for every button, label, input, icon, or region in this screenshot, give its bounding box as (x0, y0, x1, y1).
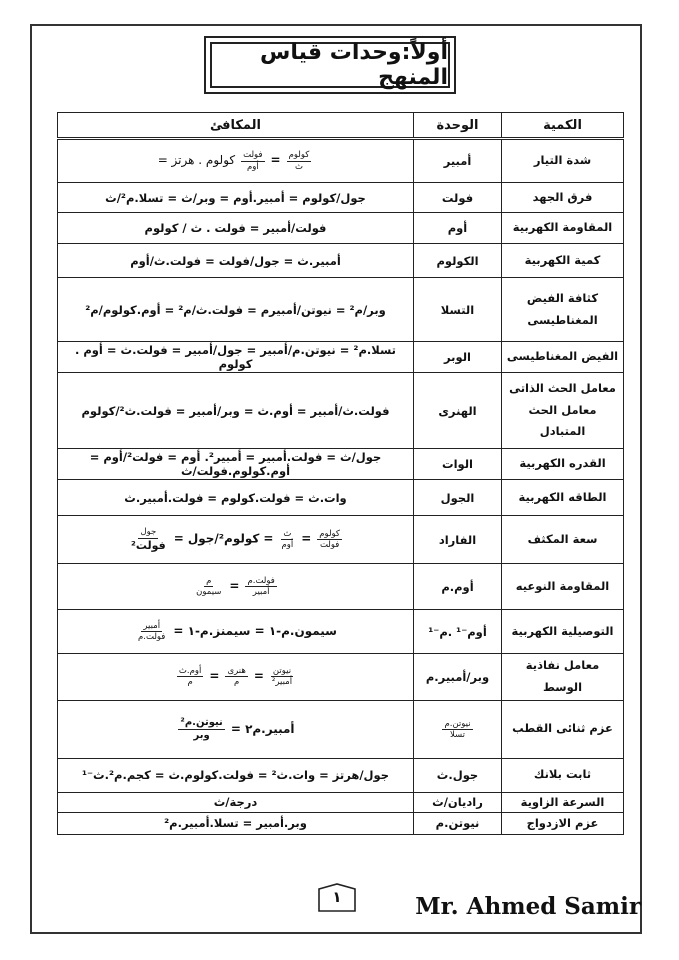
quantity-cell (502, 373, 624, 449)
equivalent-cell: فولت/أمبير = فولت . ث / كولوم (58, 213, 414, 244)
equivalent-cell: تسلا.م² = نيوتن.م/أمبير = جول/أمبير = فولت.ث = أوم . كولوم (58, 342, 414, 373)
fraction: $\frac{\text{أمبير}}{\text{فولت.م}}$ (138, 620, 166, 642)
quantity-cell: ثابت بلانك (502, 758, 624, 792)
equivalent-cell: $\frac{\text{كولوم}}{\text{فولت}}$ = $\frac{\text{ث}}{\text{أوم}}$ = كولوم²/جول = $\frac{\text{جول}}{\text{فولت²}}$ (58, 516, 414, 564)
quantity-line: معامل الحث المتبادل (528, 402, 597, 439)
fraction: $\frac{\text{ث}}{\text{أوم}}$ (281, 528, 294, 550)
unit-cell: أوم⁻¹ .م⁻¹ (414, 610, 502, 654)
equivalent-cell: درجة/ث (58, 792, 414, 812)
unit-cell: الكولوم (414, 244, 502, 278)
fraction: $\frac{\text{نيوتن.م}}{\text{تسلا}}$ (444, 718, 471, 740)
equivalent-cell: أمبير.م٢ = $\frac{\text{نيوتن.م²}}{\text{وبر}}$ (58, 700, 414, 758)
fraction: $\frac{\text{أوم.ث}}{\text{م}}$ (178, 666, 202, 688)
table-row (58, 792, 624, 812)
page-title: أولاً:وحدات قياس المنهج (210, 42, 450, 88)
equivalent-cell: سيمون.م-١ = سيمنز.م-١ = $\frac{\text{أمبير}}{\text{فولت.م}}$ (58, 610, 414, 654)
table-row (58, 342, 624, 373)
table-row (58, 183, 624, 213)
unit-cell: نيوتن.م (414, 812, 502, 834)
table-row (58, 278, 624, 342)
quantity-cell: الطاقه الكهربية (502, 480, 624, 516)
equivalent-cell: جول/ث = فولت.أمبير = أمبير². أوم = فولت²/أوم = أوم.كولوم.فولت/ث (58, 449, 414, 480)
table-row (58, 244, 624, 278)
fraction: $\frac{\text{جول}}{\text{فولت²}}$ (131, 527, 166, 552)
quantity-cell: سعة المكثف (502, 516, 624, 564)
table-row (58, 654, 624, 701)
title-box (204, 36, 456, 94)
table-row (58, 213, 624, 244)
unit-cell: الوات (414, 449, 502, 480)
quantity-cell: القدره الكهربية (502, 449, 624, 480)
fraction: $\frac{\text{كولوم}}{\text{فولت}}$ (319, 528, 340, 550)
quantity-cell: شدة التيار (502, 139, 624, 183)
equivalent-cell: وبر.أمبير = تسلا.أمبير.م² (58, 812, 414, 834)
unit-cell: التسلا (414, 278, 502, 342)
unit-cell: فولت (414, 183, 502, 213)
unit-cell: أمبير (414, 139, 502, 183)
table-row (58, 812, 624, 834)
quantity-cell: عزم ثنائى القطب (502, 700, 624, 758)
author-name: Mr. Ahmed Samir (415, 893, 641, 920)
unit-cell: أوم (414, 213, 502, 244)
equivalent-cell: وات.ث = فولت.كولوم = فولت.أمبير.ث (58, 480, 414, 516)
table-row (58, 564, 624, 610)
page-number: ١ (332, 888, 342, 906)
quantity-cell: معامل نفاذية الوسط (502, 654, 624, 701)
header-equivalent: المكافئ (58, 113, 414, 139)
unit-cell: جول.ث (414, 758, 502, 792)
table-row (58, 700, 624, 758)
fraction: $\frac{\text{نيوتن}}{\text{أمبير²}}$ (271, 666, 293, 688)
quantity-line: معامل الحث الذاتى (509, 380, 616, 395)
fraction: $\frac{\text{فولت}}{\text{أوم}}$ (243, 150, 263, 172)
quantity-cell: المقاومة الكهربية (502, 213, 624, 244)
quantity-cell: كثافة الفيض المغناطيسى (502, 278, 624, 342)
unit-cell: الوبر (414, 342, 502, 373)
fraction: $\frac{\text{كولوم}}{\text{ث}}$ (288, 150, 310, 172)
table-row (58, 610, 624, 654)
header-quantity: الكمية (502, 113, 624, 139)
quantity-cell: التوصيلية الكهربية (502, 610, 624, 654)
equivalent-cell: جول/هرتز = وات.ث² = فولت.كولوم.ث = كجم.م².ث⁻¹ (58, 758, 414, 792)
equivalent-cell: وبر/م² = نيوتن/أمبيرم = فولت.ث/م² = أوم.كولوم/م² (58, 278, 414, 342)
quantity-cell: الفيض المغناطيسى (502, 342, 624, 373)
equivalent-cell: $\frac{\text{فولت.م}}{\text{أمبير}}$ = $\frac{\text{م}}{\text{سيمون}}$ (58, 564, 414, 610)
quantity-cell: كمية الكهربية (502, 244, 624, 278)
unit-cell (414, 700, 502, 758)
fraction: $\frac{\text{م}}{\text{سيمون}}$ (196, 575, 222, 597)
fraction: $\frac{\text{هنرى}}{\text{م}}$ (227, 666, 246, 688)
equivalent-cell: جول/كولوم = أمبير.أوم = وبر/ث = تسلا.م²/ث (58, 183, 414, 213)
unit-cell: وبر/أمبير.م (414, 654, 502, 701)
quantity-cell: عزم الازدواج (502, 812, 624, 834)
units-table (57, 112, 624, 835)
page-number-badge (317, 883, 357, 913)
equivalent-cell: $\frac{\text{نيوتن}}{\text{أمبير²}}$ = $\frac{\text{هنرى}}{\text{م}}$ = $\frac{\text{أوم.ث}}{\text{م}}$ (58, 654, 414, 701)
header-unit: الوحدة (414, 113, 502, 139)
equivalent-cell: $\frac{\text{كولوم}}{\text{ث}}$ = $\frac{\text{فولت}}{\text{أوم}}$ كولوم . هرتز = (58, 139, 414, 183)
quantity-cell: السرعة الزاوية (502, 792, 624, 812)
table-row (58, 516, 624, 564)
table-row (58, 449, 624, 480)
unit-cell: الفاراد (414, 516, 502, 564)
table-row (58, 139, 624, 183)
table-row (58, 758, 624, 792)
unit-cell: راديان/ث (414, 792, 502, 812)
quantity-cell: فرق الجهد (502, 183, 624, 213)
unit-cell: أوم.م (414, 564, 502, 610)
fraction: $\frac{\text{فولت.م}}{\text{أمبير}}$ (247, 575, 275, 597)
equivalent-cell: فولت.ث/أمبير = أوم.ث = وبر/أمبير = فولت.ث²/كولوم (58, 373, 414, 449)
unit-cell: الهنرى (414, 373, 502, 449)
table-header-row (58, 113, 624, 139)
unit-cell: الجول (414, 480, 502, 516)
equivalent-cell: أمبير.ث = جول/فولت = فولت.ث/أوم (58, 244, 414, 278)
quantity-cell: المقاومة النوعيه (502, 564, 624, 610)
table-row (58, 480, 624, 516)
fraction: $\frac{\text{نيوتن.م²}}{\text{وبر}}$ (180, 716, 223, 741)
table-row (58, 373, 624, 449)
